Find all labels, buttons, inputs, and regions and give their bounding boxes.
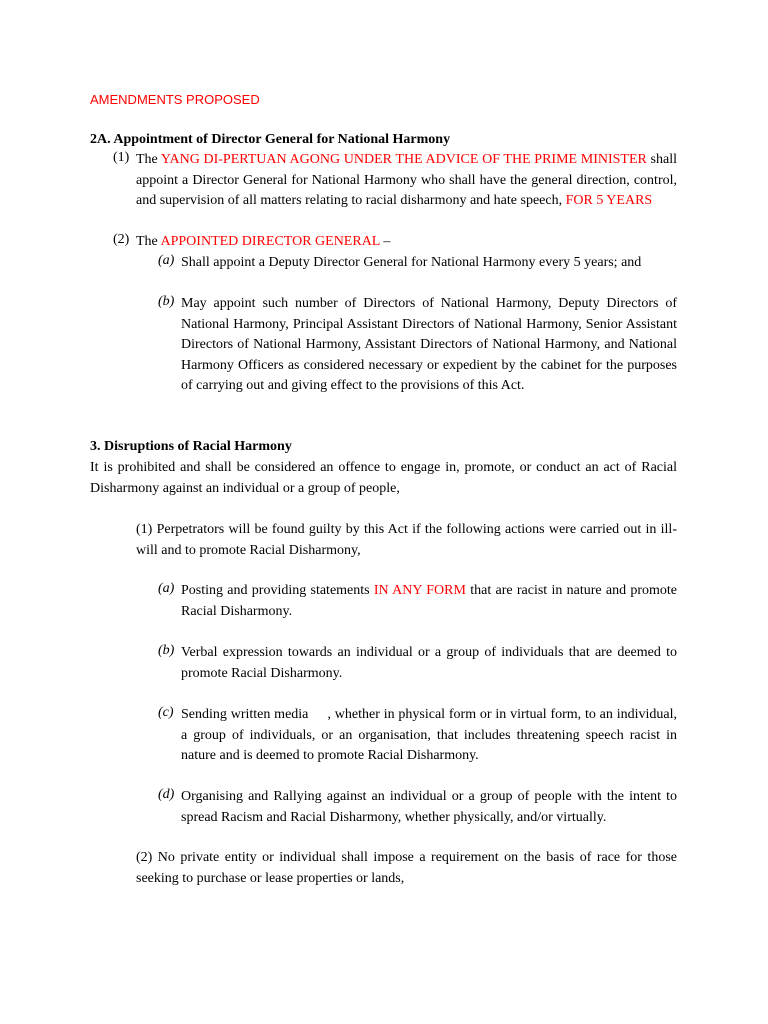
section-3-sub-b-text: Verbal expression towards an individual or a group of individuals that are deemed to promote Racial Disharmony. (181, 645, 677, 681)
section-3-sub-d-label: (d) (158, 787, 175, 802)
section-2a-sub-b-label: (b) (158, 294, 175, 309)
section-3-sub-a-text (181, 581, 677, 622)
amendments-heading: AMENDMENTS PROPOSED (90, 92, 260, 107)
section-3-intro: It is prohibited and shall be considered an offence to engage in, promote, or conduct an act of Racial Disharmony against an individual or a group of people, (90, 460, 677, 496)
item1-text-part1: The (136, 152, 161, 167)
section-3-item1: (1) Perpetrators will be found guilty by this Act if the following actions were carried out in ill-will and to promote Racial Disharmony, (136, 522, 677, 558)
item1-red-text-2: FOR 5 YEARS (565, 193, 653, 208)
section-2a-item1-number: (1) (113, 150, 130, 165)
sub-a-red-text: IN ANY FORM (373, 583, 466, 598)
section-2a-item1-text (136, 150, 677, 212)
section-2a-title: 2A. Appointment of Director General for National Harmony (90, 132, 451, 147)
section-2a-sub-a-label: (a) (158, 253, 175, 268)
section-2a-sub-b-text: May appoint such number of Directors of National Harmony, Deputy Directors of National Harmony, Principal Assistant Directors of National Harmony, Senior Assistant Directors of National Harmony, Assistant Directors of National Harmony, and National Harmony Officers as considered necessary or expedient by the cabinet for the purposes of carrying out and giving effect to the provisions of this Act. (181, 296, 677, 393)
section-3-sub-a-label: (a) (158, 581, 175, 596)
section-3-item2: (2) No private entity or individual shall impose a requirement on the basis of race for those seeking to purchase or lease properties or lands, (136, 850, 677, 886)
sub-a-text-part2: that are racist in nature and promote Racial Disharmony. (181, 583, 678, 619)
section-3-title: 3. Disruptions of Racial Harmony (90, 439, 292, 454)
section-3-sub-b-label: (b) (158, 643, 175, 658)
item1-red-text-1: YANG DI-PERTUAN AGONG UNDER THE ADVICE OF THE PRIME MINISTER (160, 152, 647, 167)
section-2a-item2-number: (2) (113, 232, 130, 247)
item1-text-part2: shall appoint a Director General for National Harmony who shall have the general direction, control, and supervision of all matters relating to racial disharmony and hate speech, (136, 152, 677, 208)
item2-red-text: APPOINTED DIRECTOR GENERAL (160, 234, 380, 249)
item2-text-part2: – (379, 234, 391, 249)
section-2a-sub-a-text: Shall appoint a Deputy Director General for National Harmony every 5 years; and (181, 255, 642, 270)
section-3-sub-c-text: Sending written media , whether in physical form or in virtual form, to an individual, a group of individuals, or an organisation, that includes threatening speech racist in nature and is deemed to promote Racial Disharmony. (181, 707, 681, 763)
item2-text-part1: The (136, 234, 161, 249)
section-2a-item2-text (136, 232, 677, 253)
section-3-sub-c-label: (c) (158, 705, 174, 720)
sub-a-text-part1: Posting and providing statements (181, 583, 374, 598)
section-3-sub-d-text: Organising and Rallying against an individual or a group of people with the intent to spread Racism and Racial Disharmony, whether physically, and/or virtually. (181, 789, 677, 825)
